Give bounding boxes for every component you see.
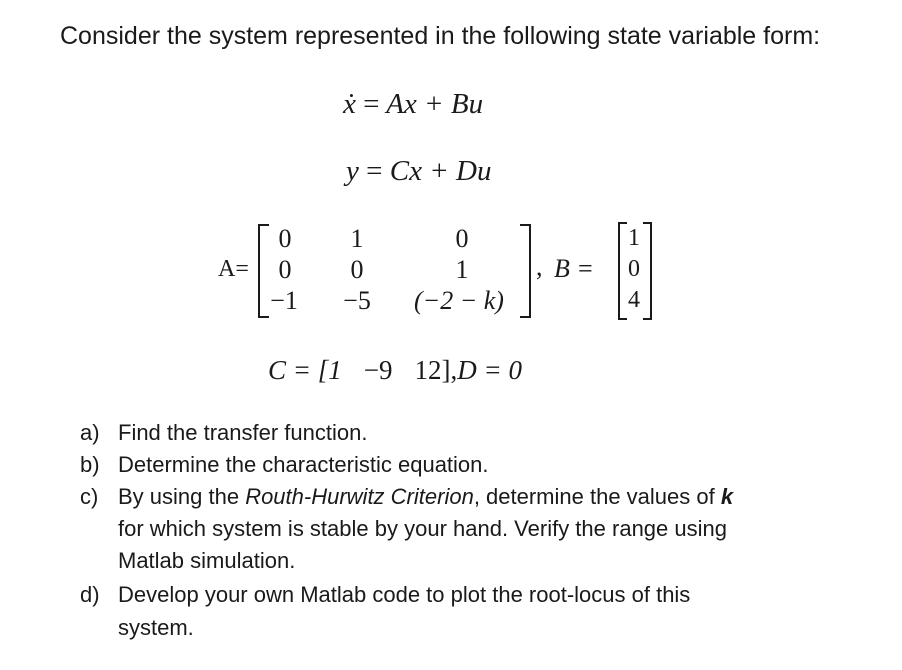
c-d-line [268,355,522,386]
question-c-label: c) [80,484,99,509]
c-label: C = [1 [268,355,342,385]
output-rhs: Cx + Du [389,155,492,187]
question-a-text: Find the transfer function. [118,420,368,445]
question-d-label: d) [80,582,100,607]
question-c-line2: for which system is stable by your hand. Verify the range using [118,516,727,541]
question-c [80,481,880,581]
c-mid: −9 [363,355,393,385]
state-equation [343,88,483,121]
matrix-a-right-bracket [520,224,531,318]
a-r2c2: (−2 − k) [414,286,504,315]
a-r0c1: 1 [350,224,364,253]
a-r1c2: 1 [455,255,469,284]
c-end: 12] [414,355,451,385]
a-r1c0: 0 [278,255,292,284]
question-c-line1-pre: By using the [118,484,246,509]
state-lhs: ẋ [343,88,356,120]
a-r2c0: −1 [270,286,298,315]
question-d [80,579,880,649]
output-equals: = [366,155,383,187]
question-a [80,417,860,449]
question-c-line3: Matlab simulation. [118,548,296,573]
question-b-text: Determine the characteristic equation. [118,452,489,477]
c-d-comma: , [450,355,458,385]
question-c-line1 [118,481,733,513]
matrix-b-comma: , [536,252,543,281]
variable-k: k [720,484,734,509]
a-r0c0: 0 [278,224,292,253]
a-r1c1: 0 [350,255,364,284]
d-expr: D = 0 [457,355,522,385]
question-d-line1: Develop your own Matlab code to plot the root-locus of this [118,582,691,607]
b-r2: 4 [628,287,640,313]
state-rhs: Ax + Bu [386,88,484,120]
state-equals: = [363,88,380,120]
question-c-line1-mid: , determine the values of [473,484,721,509]
question-d-line2: system. [118,615,194,640]
question-b [80,449,860,481]
b-r1: 0 [628,256,640,282]
question-a-label: a) [80,420,100,445]
output-equation [346,155,491,188]
matrix-b-right-bracket [643,222,652,320]
matrix-b-label: B = [554,254,594,283]
question-b-label: b) [80,452,100,477]
routh-hurwitz-term: Routh-Hurwitz Criterion [245,484,474,509]
b-r0: 1 [628,225,640,251]
matrix-a-label: A= [218,256,249,282]
a-r2c1: −5 [343,286,371,315]
a-r0c2: 0 [455,224,469,253]
intro-text: Consider the system represented in the following state variable form: [60,22,821,50]
output-lhs: y [346,155,359,187]
